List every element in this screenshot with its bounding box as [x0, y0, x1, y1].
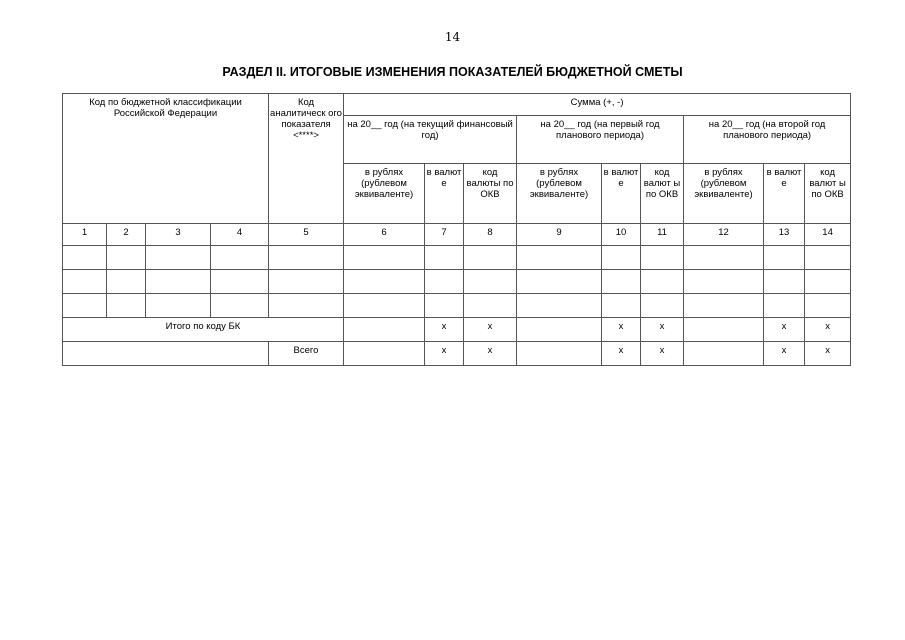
x-mark: x: [805, 318, 851, 342]
header-currency: в валют е: [764, 164, 805, 224]
header-sum: Сумма (+, -): [344, 94, 851, 116]
header-rub: в рублях (рублевом эквиваленте): [344, 164, 425, 224]
header-kbk: Код по бюджетной классификации Российской Федерации: [63, 94, 269, 224]
column-number: 13: [764, 224, 805, 246]
x-mark: x: [641, 342, 684, 366]
x-mark: x: [425, 318, 464, 342]
column-number: 9: [517, 224, 602, 246]
column-number: 1: [63, 224, 107, 246]
total-by-kbk-row: [63, 318, 851, 342]
column-number: 14: [805, 224, 851, 246]
x-mark: x: [602, 318, 641, 342]
header-year-second-plan: на 20__ год (на второй год планового периода): [684, 116, 851, 164]
section-title: РАЗДЕЛ II. ИТОГОВЫЕ ИЗМЕНЕНИЯ ПОКАЗАТЕЛЕЙ БЮДЖЕТНОЙ СМЕТЫ: [222, 65, 683, 79]
x-mark: x: [602, 342, 641, 366]
column-number: 5: [269, 224, 344, 246]
budget-changes-table: [62, 93, 851, 366]
column-number: 7: [425, 224, 464, 246]
page-number: 14: [444, 30, 461, 44]
header-currency: в валют е: [602, 164, 641, 224]
grand-total-row: [63, 342, 851, 366]
table-row: [63, 246, 851, 270]
header-okv: код валюты по ОКВ: [464, 164, 517, 224]
column-number: 8: [464, 224, 517, 246]
x-mark: x: [464, 342, 517, 366]
header-rub: в рублях (рублевом эквиваленте): [684, 164, 764, 224]
column-number: 6: [344, 224, 425, 246]
header-analytic-code: Код аналитическ ого показателя <****>: [269, 94, 344, 224]
table-row: [63, 270, 851, 294]
header-currency: в валют е: [425, 164, 464, 224]
table-row: [63, 294, 851, 318]
column-number: 3: [146, 224, 211, 246]
x-mark: x: [464, 318, 517, 342]
total-by-kbk-label: Итого по коду БК: [63, 318, 344, 342]
column-number: 2: [107, 224, 146, 246]
x-mark: x: [425, 342, 464, 366]
column-number: 11: [641, 224, 684, 246]
header-year-current: на 20__ год (на текущий финансовый год): [344, 116, 517, 164]
header-okv: код валют ы по ОКВ: [805, 164, 851, 224]
x-mark: x: [764, 342, 805, 366]
header-okv: код валют ы по ОКВ: [641, 164, 684, 224]
header-rub: в рублях (рублевом эквиваленте): [517, 164, 602, 224]
grand-total-label: Всего: [269, 342, 344, 366]
column-number: 12: [684, 224, 764, 246]
header-year-first-plan: на 20__ год (на первый год планового периода): [517, 116, 684, 164]
x-mark: x: [805, 342, 851, 366]
x-mark: x: [641, 318, 684, 342]
column-number: 10: [602, 224, 641, 246]
x-mark: x: [764, 318, 805, 342]
column-number: 4: [211, 224, 269, 246]
